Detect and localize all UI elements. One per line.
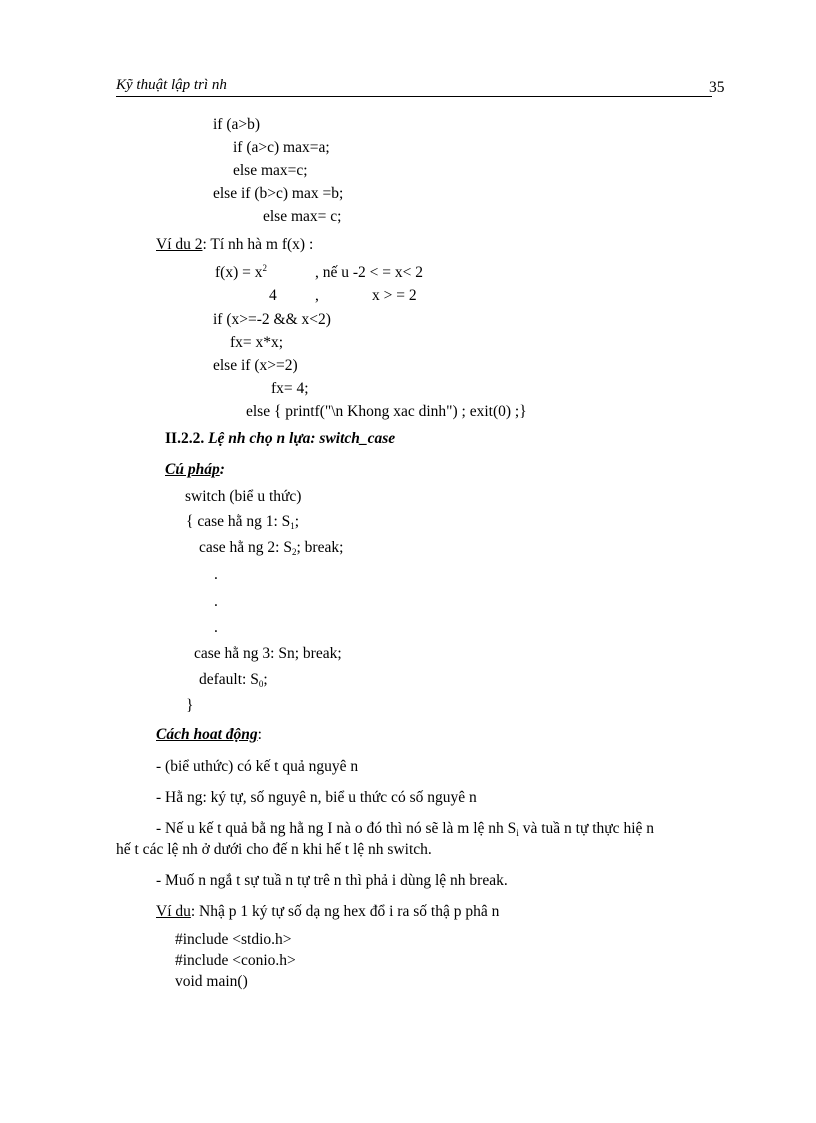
syntax-case2 (199, 539, 343, 557)
syntax-case1-sub: 1 (290, 521, 295, 531)
example2-text: : Tí nh hà m f(x) : (202, 236, 314, 253)
code1-line-2: if (a>c) max=a; (233, 139, 330, 156)
code3-line-1: #include <stdio.h> (175, 931, 292, 948)
syntax-dot-3: . (214, 619, 218, 636)
section-title: Lệ nh chọ n lựa: switch_case (208, 430, 396, 447)
code2-line-4: fx= 4; (271, 380, 309, 397)
example-heading (156, 903, 499, 921)
code1-line-1: if (a>b) (213, 116, 261, 133)
syntax-default-text: default: S (199, 671, 259, 688)
operation-line-1: - (biể uthức) có kế t quả nguyê n (156, 758, 359, 775)
header-title: Kỹ thuật lập trì nh (116, 77, 227, 93)
code2-line-2: fx= x*x; (230, 334, 284, 351)
formula-row2-value: 4 (269, 287, 277, 304)
example2-heading (156, 236, 313, 254)
syntax-case2-end: ; break; (296, 539, 344, 556)
header-rule (116, 96, 712, 97)
formula-row1-expr: f(x) = x (215, 264, 263, 281)
syntax-switch-line: switch (biể u thức) (185, 488, 302, 505)
syntax-case2-sub: 2 (291, 547, 297, 557)
operation-line-3-continued: hế t các lệ nh ở dưới cho đế n khi hế t lệ nh switch. (116, 841, 432, 858)
operation-line-3-sub: i (516, 828, 519, 838)
operation-line-2: - Hằ ng: ký tự, số nguyê n, biể u thức có số nguyê n (156, 789, 477, 806)
formula-row1-cond: , nế u -2 < = x< 2 (315, 264, 424, 281)
page-number: 35 (709, 79, 725, 96)
syntax-case1 (186, 513, 299, 531)
formula-row2-cond: x > = 2 (372, 287, 417, 304)
syntax-label: Cú pháp (165, 461, 220, 478)
code1-line-3: else max=c; (233, 162, 308, 179)
code3-line-3: void main() (175, 973, 248, 990)
operation-line-4: - Muố n ngắ t sự tuầ n tự trê n thì phả i dùng lệ nh break. (156, 872, 508, 889)
syntax-heading (165, 461, 225, 479)
code3-line-2: #include <conio.h> (175, 952, 296, 969)
syntax-colon: : (219, 461, 225, 478)
code1-line-5: else max= c; (263, 208, 342, 225)
syntax-default (199, 671, 268, 689)
code2-line-1: if (x>=-2 && x<2) (213, 311, 331, 328)
syntax-default-sub: 0 (258, 679, 264, 689)
formula-row1-exponent: 2 (262, 263, 267, 273)
code1-line-4: else if (b>c) max =b; (213, 185, 344, 202)
example-text: : Nhậ p 1 ký tự số dạ ng hex đổ i ra số thậ p phâ n (190, 903, 500, 920)
syntax-case1-text: { case hằ ng 1: S (186, 513, 291, 530)
code2-line-5: else { printf("\n Khong xac dinh") ; exit(0) ;} (246, 403, 527, 420)
formula-row1-lhs (215, 264, 267, 282)
operation-line-3-end: và tuầ n tự thực hiệ n (518, 820, 654, 837)
operation-line-3 (156, 820, 654, 838)
syntax-default-end: ; (263, 671, 268, 688)
example-label: Ví du (156, 903, 191, 920)
section-number: II.2.2. (165, 430, 205, 447)
syntax-close-brace: } (186, 697, 194, 714)
section-heading (165, 430, 395, 448)
syntax-case1-end: ; (294, 513, 300, 530)
operation-colon: : (257, 726, 262, 743)
formula-row2-comma: , (315, 287, 319, 304)
operation-line-3-text: - Nế u kế t quả bằ ng hằ ng I nà o đó thì nó sẽ là m lệ nh S (156, 820, 517, 837)
syntax-case2-text: case hằ ng 2: S (199, 539, 292, 556)
syntax-dot-1: . (214, 566, 218, 583)
operation-label: Cách hoat động (156, 726, 258, 743)
code2-line-3: else if (x>=2) (213, 357, 298, 374)
syntax-dot-2: . (214, 593, 218, 610)
operation-heading (156, 726, 262, 744)
example2-label: Ví du 2 (156, 236, 203, 253)
syntax-case3: case hằ ng 3: Sn; break; (194, 645, 342, 662)
